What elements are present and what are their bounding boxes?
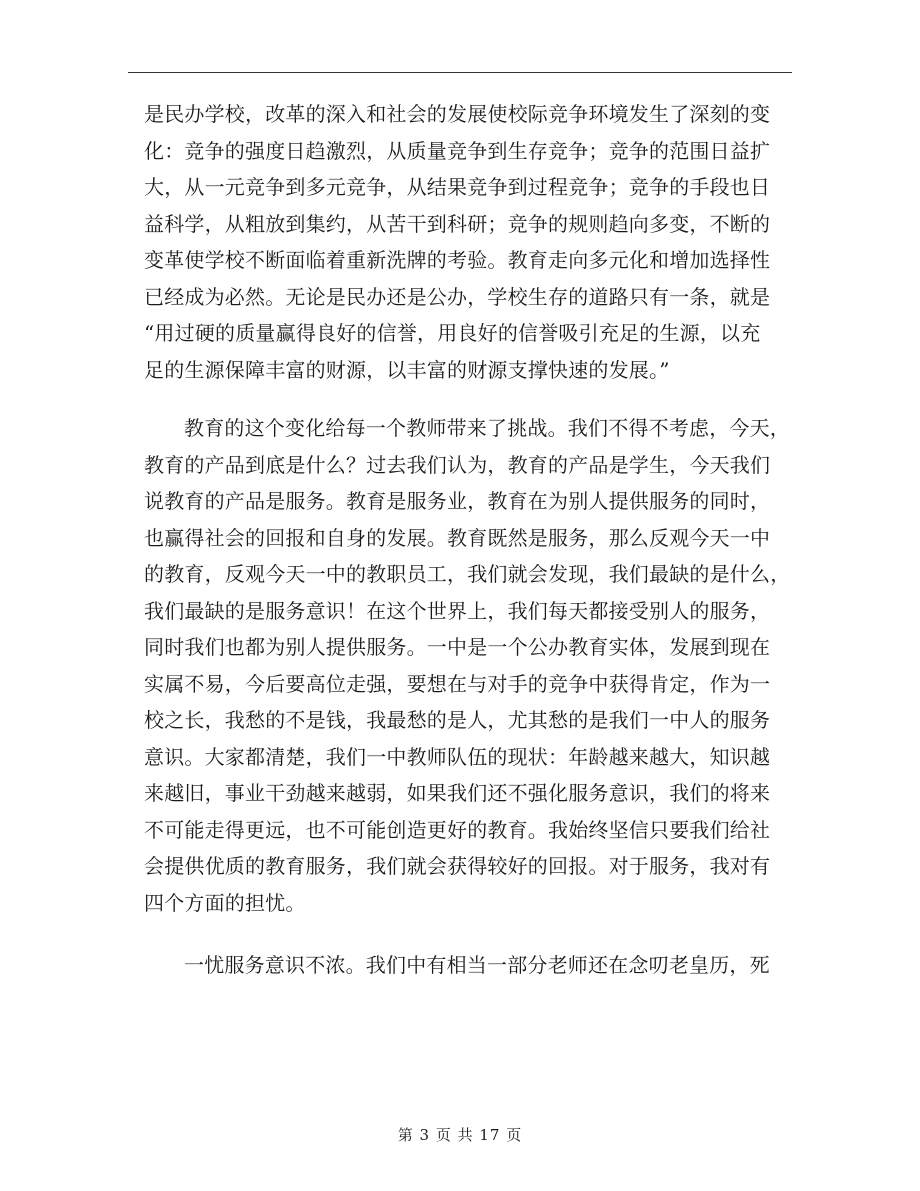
paragraph: 教育的这个变化给每一个教师带来了挑战。我们不得不考虑，今天， 教育的产品到底是什么？过去我们认为，教育的产品是学生，今天我们 说教育的产品是服务。教育是服务业，教育在为别人提供服务的同时， 也赢得社会的回报和自身的发展。教育既然是服务，那么反观今天一中 的教育，反观今天一中的教职员工，我们就会发现，我们最缺的是什么， 我们最缺的是服务意识！在这个世界上，我们每天都接受别人的服务， 同时我们也都为别人提供服务。一中是一个公办教育实体，发展到现在 实属不易，今后要高位走强，要想在与对手的竞争中获得肯定，作为一 校之长，我愁的不是钱，我最愁的是人，尤其愁的是我们一中人的服务 意识。大家都清楚，我们一中教师队伍的现状：年龄越来越大，知识越 来越旧，事业干劲越来越弱，如果我们还不强化服务意识，我们的将来 不可能走得更远，也不可能创造更好的教育。我始终坚信只要我们给社 会提供优质的教育服务，我们就会获得较好的回报。对于服务，我对有 四个方面的担忧。 [144, 416, 791, 915]
header-rule [128, 72, 792, 73]
document-body [144, 96, 794, 984]
paragraph: 是民办学校，改革的深入和社会的发展使校际竞争环境发生了深刻的变 化：竞争的强度日趋激烈，从质量竞争到生存竞争；竞争的范围日益扩 大，从一元竞争到多元竞争，从结果竞争到过程竞争；竞争的手段也日 益科学，从粗放到集约，从苦干到科研；竞争的规则趋向多变，不断的 变革使学校不断面临着重新洗牌的考验。教育走向多元化和增加选择性 已经成为必然。无论是民办还是公办，学校生存的道路只有一条，就是 “用过硬的质量赢得良好的信誉，用良好的信誉吸引充足的生源，以充 足的生源保障丰富的财源，以丰富的财源支撑快速的发展。” [144, 102, 771, 382]
page-number: 第 3 页 共 17 页 [397, 1126, 523, 1144]
paragraph: 一忧服务意识不浓。我们中有相当一部分老师还在念叨老皇历，死 [184, 953, 770, 977]
